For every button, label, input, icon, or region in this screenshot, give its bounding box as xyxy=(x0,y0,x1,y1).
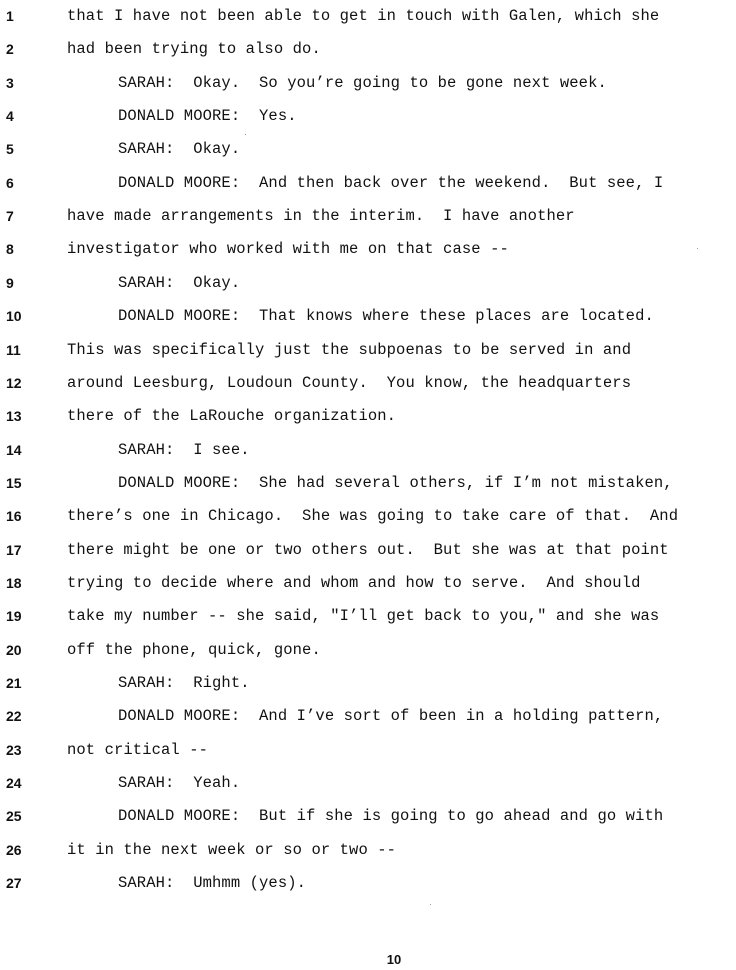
line-number: 24 xyxy=(6,775,22,792)
scan-speck xyxy=(430,904,431,905)
line-text: DONALD MOORE: She had several others, if I’m not mistaken, xyxy=(118,473,673,492)
transcript-line xyxy=(0,604,736,628)
transcript-line xyxy=(0,171,736,195)
transcript-line xyxy=(0,71,736,95)
line-text: DONALD MOORE: Yes. xyxy=(118,107,297,126)
line-number: 13 xyxy=(6,408,22,425)
transcript-line xyxy=(0,638,736,662)
line-text: not critical -- xyxy=(67,740,209,759)
line-number: 1 xyxy=(6,8,14,24)
line-text: This was specifically just the subpoenas to be served in and xyxy=(67,340,632,359)
line-number: 8 xyxy=(6,241,14,258)
transcript-line xyxy=(0,271,736,295)
transcript-line xyxy=(0,237,736,261)
line-text: there might be one or two others out. But she was at that point xyxy=(67,540,669,559)
line-number: 22 xyxy=(6,708,22,725)
line-number: 7 xyxy=(6,208,14,225)
transcript-line xyxy=(0,771,736,795)
line-text: SARAH: Umhmm (yes). xyxy=(118,874,307,893)
line-number: 5 xyxy=(6,141,14,158)
line-text: SARAH: Okay. xyxy=(118,273,241,292)
line-text: DONALD MOORE: But if she is going to go ahead and go with xyxy=(118,807,664,826)
transcript-line xyxy=(0,871,736,895)
line-number: 25 xyxy=(6,808,22,825)
line-number: 4 xyxy=(6,108,14,125)
line-text: SARAH: Okay. So you’re going to be gone next week. xyxy=(118,73,607,92)
transcript-line xyxy=(0,704,736,728)
line-number: 23 xyxy=(6,741,22,758)
line-text: trying to decide where and whom and how to serve. And should xyxy=(67,573,641,592)
line-number: 14 xyxy=(6,441,22,458)
line-number: 21 xyxy=(6,675,22,691)
line-text: investigator who worked with me on that case -- xyxy=(67,240,509,259)
line-text: SARAH: Okay. xyxy=(118,140,241,159)
transcript-line xyxy=(0,104,736,128)
line-text: there of the LaRouche organization. xyxy=(67,407,397,426)
transcript-line xyxy=(0,204,736,228)
scan-speck xyxy=(245,134,246,135)
line-number: 3 xyxy=(6,74,14,91)
transcript-line xyxy=(0,4,736,28)
line-text: DONALD MOORE: That knows where these places are located. xyxy=(118,307,654,326)
transcript-line xyxy=(0,438,736,462)
line-number: 10 xyxy=(6,308,22,325)
transcript-line xyxy=(0,304,736,328)
line-number: 6 xyxy=(6,174,14,191)
line-text: have made arrangements in the interim. I have another xyxy=(67,207,575,226)
line-text: take my number -- she said, "I’ll get back to you," and she was xyxy=(67,607,660,626)
line-text: SARAH: Right. xyxy=(118,674,250,692)
line-number: 12 xyxy=(6,374,22,391)
line-text: DONALD MOORE: And I’ve sort of been in a holding pattern, xyxy=(118,707,664,726)
line-number: 27 xyxy=(6,875,22,892)
line-number: 15 xyxy=(6,474,22,491)
transcript-line xyxy=(0,37,736,61)
line-number: 17 xyxy=(6,541,22,558)
transcript-line xyxy=(0,338,736,362)
transcript-line xyxy=(0,804,736,828)
line-text: off the phone, quick, gone. xyxy=(67,640,321,659)
line-text: that I have not been able to get in touch with Galen, which she xyxy=(67,7,660,25)
line-text: SARAH: Yeah. xyxy=(118,774,241,793)
transcript-line xyxy=(0,404,736,428)
line-number: 18 xyxy=(6,574,22,591)
transcript-line xyxy=(0,671,736,695)
transcript-line xyxy=(0,838,736,862)
transcript-line xyxy=(0,538,736,562)
transcript-line xyxy=(0,738,736,762)
line-text: SARAH: I see. xyxy=(118,440,250,459)
line-text: around Leesburg, Loudoun County. You know, the headquarters xyxy=(67,373,632,392)
line-text: had been trying to also do. xyxy=(67,40,321,59)
line-number: 19 xyxy=(6,608,22,625)
scan-speck xyxy=(697,248,698,249)
transcript-line xyxy=(0,471,736,495)
transcript-line xyxy=(0,504,736,528)
line-number: 9 xyxy=(6,274,14,291)
line-text: there’s one in Chicago. She was going to take care of that. And xyxy=(67,507,679,526)
transcript-line xyxy=(0,571,736,595)
line-text: DONALD MOORE: And then back over the weekend. But see, I xyxy=(118,173,664,192)
line-number: 16 xyxy=(6,508,22,525)
transcript-line xyxy=(0,371,736,395)
line-number: 11 xyxy=(6,341,21,358)
page-number: 10 xyxy=(386,952,402,967)
transcript-line xyxy=(0,137,736,161)
line-number: 2 xyxy=(6,41,14,58)
line-number: 20 xyxy=(6,641,22,658)
line-number: 26 xyxy=(6,841,22,858)
line-text: it in the next week or so or two -- xyxy=(67,840,397,859)
